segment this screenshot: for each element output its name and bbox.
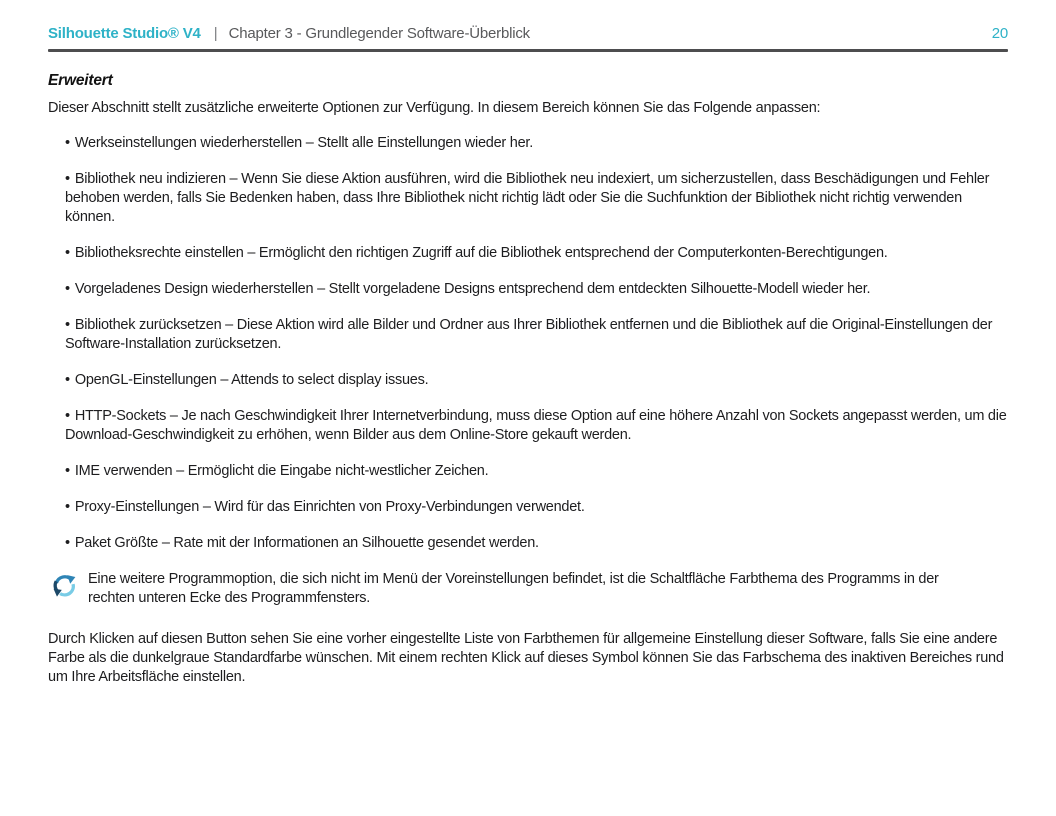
bullet-marker: • — [65, 372, 70, 388]
bullet-marker: • — [65, 408, 70, 424]
bullet-text: Vorgeladenes Design wiederherstellen – Stellt vorgeladene Designs entsprechend dem entdeckten Silhouette-Modell wieder her. — [74, 281, 871, 297]
bullet-marker: • — [65, 281, 70, 297]
bullet-item-library-permissions — [48, 244, 1008, 263]
bullet-marker: • — [65, 499, 70, 515]
bullet-text: Paket Größte – Rate mit der Informationen an Silhouette gesendet werden. — [74, 535, 539, 551]
bullet-text: Proxy-Einstellungen – Wird für das Einrichten von Proxy-Verbindungen verwendet. — [74, 499, 585, 515]
bullet-marker: • — [65, 463, 70, 479]
bullet-item-restore-preloaded-designs — [48, 280, 1008, 299]
section-intro: Dieser Abschnitt stellt zusätzliche erweiterte Optionen zur Verfügung. In diesem Bereich können Sie das Folgende anpassen: — [48, 100, 821, 116]
header-title-group — [48, 25, 530, 42]
bullet-item-proxy-settings — [48, 498, 1008, 517]
color-theme-refresh-icon — [51, 572, 78, 599]
bullet-text: Bibliothek neu indizieren – Wenn Sie diese Aktion ausführen, wird die Bibliothek neu indexiert, um sicherzustellen, dass Beschädigungen und Fehler behoben werden, falls Sie Bedenken haben, dass Ihre Bibliothek nicht richtig lädt oder Sie die Suchfunktion der Bibliothek nicht richtig verwenden können. — [65, 171, 990, 225]
section-heading: Erweitert — [48, 72, 113, 89]
bullet-marker: • — [65, 245, 70, 261]
chapter-title: Chapter 3 - Grundlegender Software-Überblick — [228, 25, 530, 42]
page-number: 20 — [991, 25, 1008, 42]
bullet-item-packet-size — [48, 534, 1008, 553]
note-block — [48, 570, 1008, 608]
closing-paragraph: Durch Klicken auf diesen Button sehen Sie eine vorher eingestellte Liste von Farbthemen für allgemeine Einstellung dieser Software, falls Sie eine andere Farbe als die dunkelgraue Standardfarbe wünschen. Mit einem rechten Klick auf dieses Symbol können Sie das Farbschema des inaktiven Bereiches rund um Ihre Arbeitsfläche einstellen. — [48, 631, 1004, 685]
bullet-text: Bibliothek zurücksetzen – Diese Aktion wird alle Bilder und Ordner aus Ihrer Bibliothek entfernen und die Bibliothek auf die Original-Einstellungen der Software-Installation zurücksetzen. — [65, 317, 993, 352]
bullet-marker: • — [65, 317, 70, 333]
bullet-text: Bibliotheksrechte einstellen – Ermöglicht den richtigen Zugriff auf die Bibliothek entsprechend der Computerkonten-Berechtigungen. — [74, 245, 888, 261]
header-rule — [48, 49, 1008, 52]
bullet-item-reindex-library — [48, 170, 1008, 227]
bullet-marker: • — [65, 171, 70, 187]
bullet-text: IME verwenden – Ermöglicht die Eingabe nicht-westlicher Zeichen. — [74, 463, 489, 479]
note-text: Eine weitere Programmoption, die sich nicht im Menü der Voreinstellungen befindet, ist die Schaltfläche Farbthema des Programms in der rechten unteren Ecke des Programmfensters. — [88, 571, 939, 606]
bullet-text: OpenGL-Einstellungen – Attends to select display issues. — [74, 372, 429, 388]
page-header — [48, 25, 1008, 42]
bullet-marker: • — [65, 535, 70, 551]
bullet-item-reset-library — [48, 316, 1008, 354]
bullet-text: HTTP-Sockets – Je nach Geschwindigkeit Ihrer Internetverbindung, muss diese Option auf eine höhere Anzahl von Sockets angepasst werden, um die Download-Geschwindigkeit zu erhöhen, wenn Bilder aus dem Online-Store gekauft werden. — [65, 408, 1007, 443]
bullet-marker: • — [65, 135, 70, 151]
header-separator: | — [213, 25, 218, 42]
bullet-text: Werkseinstellungen wiederherstellen – Stellt alle Einstellungen wieder her. — [74, 135, 533, 151]
bullet-item-http-sockets — [48, 407, 1008, 445]
bullet-item-opengl-settings — [48, 371, 1008, 390]
brand-title: Silhouette Studio® V4 — [48, 25, 201, 42]
bullet-list — [48, 134, 1008, 553]
bullet-item-use-ime — [48, 462, 1008, 481]
bullet-item-factory-reset — [48, 134, 1008, 153]
